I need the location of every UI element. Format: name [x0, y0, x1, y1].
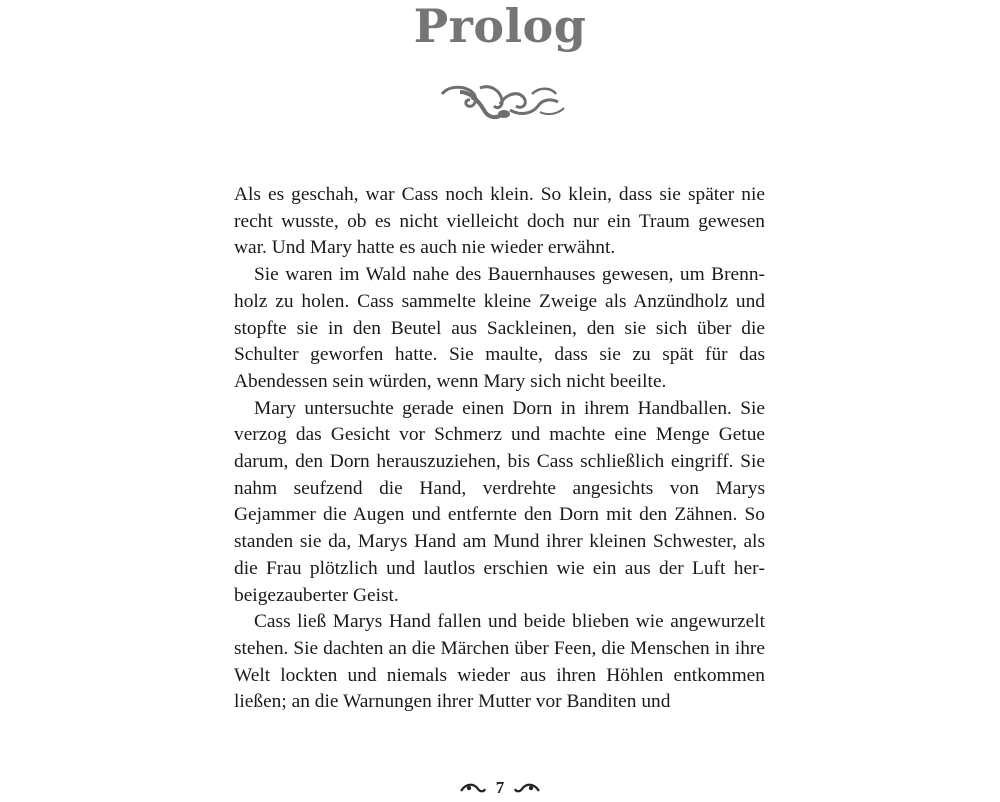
page-number: 7: [495, 778, 505, 797]
paragraph: Cass ließ Marys Hand fallen und beide blieben wie angewurzelt stehen. Sie dachten an die Märchen über Feen, die Menschen in ihre Welt lockten und niemals wieder aus ihren Höhlen entkommen ließen; an die Warnungen ihrer Mutter vor Banditen und: [234, 611, 765, 713]
chapter-title: Prolog: [413, 0, 587, 53]
chapter-body: [234, 182, 765, 716]
left-swirl-icon: [460, 781, 486, 795]
page-footer: [0, 778, 1000, 802]
right-swirl-icon: [514, 781, 540, 795]
flourish-ornament-icon: [440, 80, 566, 124]
paragraph: Als es geschah, war Cass noch klein. So klein, dass sie später nie recht wusste, ob es nicht vielleicht doch nur ein Traum gewesen war. Und Mary hatte es auch nie wieder erwähnt.: [234, 184, 765, 259]
paragraph: Sie waren im Wald nahe des Bauernhauses gewesen, um Brennholz zu holen. Cass sammelte kleine Zweige als Anzündholz und stopfte sie in den Beutel aus Sackleinen, den sie sich über die Schulter geworfen hatte. Sie maulte, dass sie zu spät für das Abendessen sein würden, wenn Mary sich nicht beeilte.: [234, 264, 765, 392]
paragraph: Mary untersuchte gerade einen Dorn in ihrem Handballen. Sie verzog das Gesicht vor Schmerz und machte eine Menge Getue darum, den Dorn herauszuziehen, bis Cass schließlich eingriff. Sie nahm seufzend die Hand, verdrehte angesichts von Marys Gejammer die Augen und entfernte den Dorn mit den Zähnen. So standen sie da, Marys Hand am Mund ihrer kleinen Schwester, als die Frau plötzlich und lautlos erschien wie ein aus der Luft herbeigezauberter Geist.: [234, 397, 765, 606]
